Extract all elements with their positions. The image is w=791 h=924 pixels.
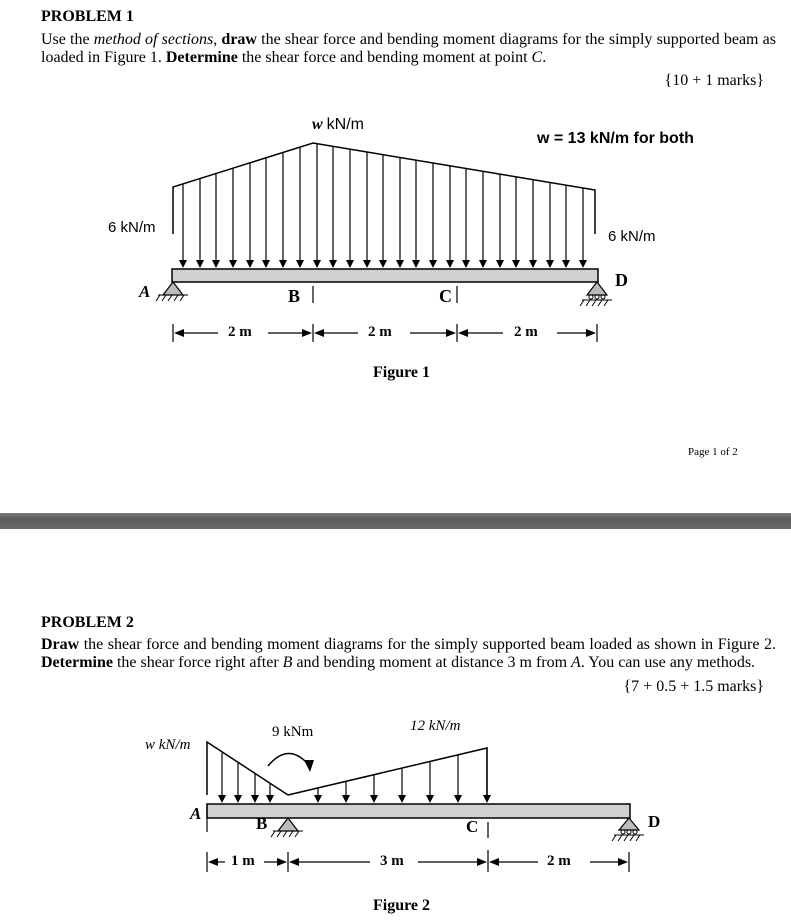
problem1-title: PROBLEM 1 <box>41 8 134 25</box>
fig1-point-c: C <box>439 286 452 306</box>
fig2-moment-arc <box>268 753 308 766</box>
p2-text-mid: the shear force and bending moment diagrams for the simply supported beam loaded as shown in Figure 2. <box>79 636 776 653</box>
fig2-point-a: A <box>190 804 202 823</box>
fig1-point-a: A <box>139 282 151 301</box>
problem1-marks: {10 + 1 marks} <box>664 72 764 89</box>
p1-text-intro: Use the <box>41 31 94 48</box>
fig1-support-d <box>587 282 607 295</box>
p2-text-draw: Draw <box>41 636 80 653</box>
fig1-load-outline <box>173 143 595 234</box>
p1-text-determine: Determine <box>165 49 238 66</box>
p1-text-method: method of sections <box>93 31 214 48</box>
fig1-caption: Figure 1 <box>373 364 431 381</box>
problem2-marks: {7 + 0.5 + 1.5 marks} <box>623 678 764 695</box>
fig1-beam <box>172 269 598 282</box>
page-number: Page 1 of 2 <box>688 446 738 458</box>
problem2-title: PROBLEM 2 <box>41 614 134 631</box>
p1-text-end: the shear force and bending moment at point <box>237 49 532 66</box>
fig2-dim-3: 2 m <box>547 853 571 869</box>
fig2-point-b: B <box>256 814 268 833</box>
fig1-note: w = 13 kN/m for both <box>537 130 694 147</box>
p2-text-mid3: and bending moment at distance 3 m from <box>292 654 572 671</box>
problem2-statement <box>41 636 776 672</box>
fig1-point-b: B <box>288 286 301 306</box>
page-separator <box>0 513 791 529</box>
fig2-moment-label: 9 kNm <box>272 724 314 740</box>
fig1-load-unit: kN/m <box>326 116 364 133</box>
p2-text-a: A <box>571 654 581 671</box>
p1-text-period: . <box>542 49 547 66</box>
fig2-dim-2: 3 m <box>380 853 404 869</box>
p2-text-determine: Determine <box>41 654 113 671</box>
fig2-support-d <box>619 818 639 830</box>
p2-text-b: B <box>282 654 293 671</box>
problem1-statement <box>41 31 776 67</box>
fig2-caption: Figure 2 <box>373 897 431 914</box>
fig1-support-a <box>163 282 183 295</box>
fig2-right-load-outline <box>288 748 487 795</box>
p2-text-mid2: the shear force right after <box>112 654 283 671</box>
fig1-load-label <box>312 116 364 134</box>
p1-text-draw: draw <box>221 31 257 48</box>
fig1-point-d: D <box>615 270 628 290</box>
fig2-support-b <box>278 818 298 831</box>
fig1-dim-2: 2 m <box>368 324 392 340</box>
fig2-left-load-outline <box>207 742 288 795</box>
fig1-dim-3: 2 m <box>514 324 538 340</box>
fig1-load-arrows <box>183 144 583 266</box>
p1-text-comma: , <box>213 31 222 48</box>
fig1-right-load: 6 kN/m <box>608 228 656 245</box>
p1-text-point: C <box>531 49 543 66</box>
fig2-point-c: C <box>466 817 479 836</box>
fig2-beam <box>207 804 630 818</box>
fig2-dim-1: 1 m <box>231 853 255 869</box>
fig1-dim-1: 2 m <box>228 324 252 340</box>
p1-text-mid: the shear force and bending moment diagrams for the simply supported beam as loaded in Figure 1. <box>41 31 777 66</box>
p2-text-end: . You can use any methods. <box>580 654 756 671</box>
fig2-left-load: w kN/m <box>145 737 191 753</box>
fig2-point-d: D <box>648 812 661 831</box>
fig2-right-load: 12 kN/m <box>410 718 461 734</box>
fig1-left-load: 6 kN/m <box>108 219 156 236</box>
fig1-load-symbol: w <box>312 116 327 133</box>
